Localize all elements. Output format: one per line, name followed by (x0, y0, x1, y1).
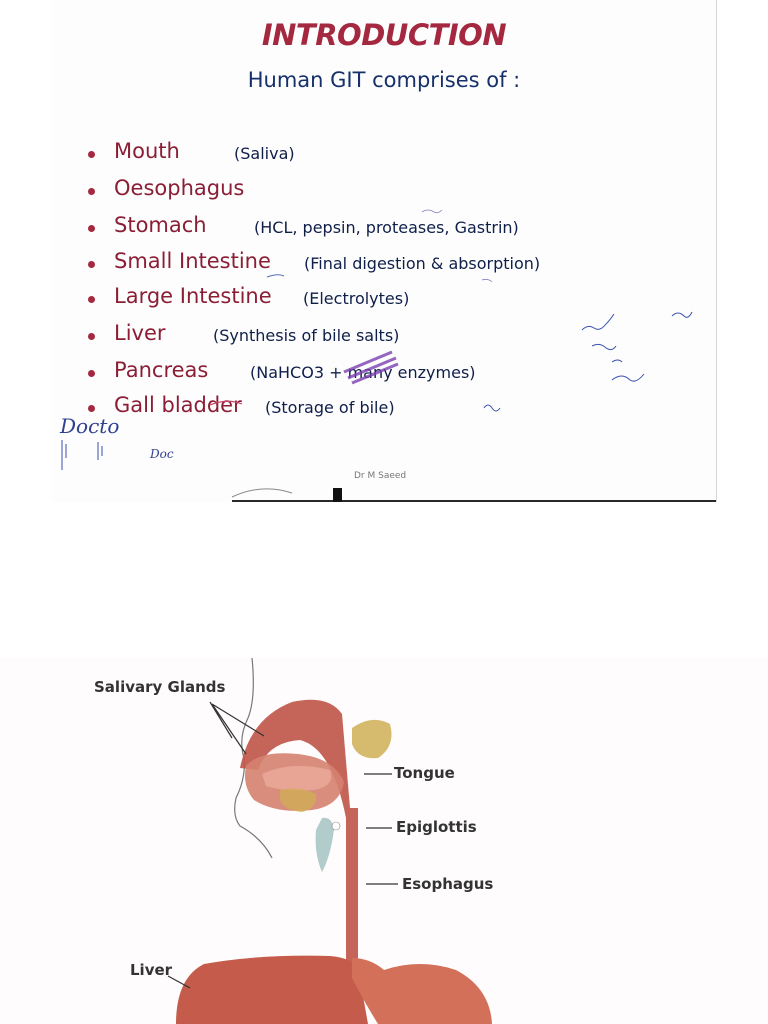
intro-slide (52, 0, 717, 502)
organ-name: Liver (114, 321, 166, 345)
organ-name: Stomach (114, 213, 207, 237)
handwritten-note: Doc (150, 447, 174, 461)
slide-footer: Dr M Saeed (354, 471, 407, 481)
digestive-system-diagram (0, 658, 768, 1024)
slide-divider-mark (333, 488, 342, 502)
organ-note: (Final digestion & absorption) (304, 254, 541, 273)
organ-name: Large Intestine (114, 284, 272, 308)
label-esophagus: Esophagus (402, 875, 494, 893)
slide-divider (232, 500, 716, 502)
organ-note: (Synthesis of bile salts) (213, 326, 400, 345)
organ-name: Small Intestine (114, 249, 271, 273)
label-tongue: Tongue (394, 764, 455, 782)
organ-note: (NaHCO3 + many enzymes) (250, 363, 476, 382)
handwritten-annotations (52, 0, 716, 500)
label-liver: Liver (130, 961, 173, 979)
organ-name: Oesophagus (114, 176, 245, 200)
organ-name: Gall bladder (114, 393, 242, 417)
label-epiglottis: Epiglottis (396, 818, 477, 836)
slide-subtitle: Human GIT comprises of : (247, 68, 521, 92)
organ-note: (Electrolytes) (303, 289, 410, 308)
organ-note: (HCL, pepsin, proteases, Gastrin) (254, 218, 519, 237)
organ-note: (Storage of bile) (265, 398, 395, 417)
organ-note: (Saliva) (234, 144, 295, 163)
organ-name: Pancreas (114, 358, 209, 382)
organ-name: Mouth (114, 139, 180, 163)
handwritten-note: Docto (60, 414, 120, 438)
label-salivary-glands: Salivary Glands (94, 678, 226, 696)
slide-title: INTRODUCTION (261, 18, 507, 52)
anatomy-slide (0, 658, 768, 1024)
